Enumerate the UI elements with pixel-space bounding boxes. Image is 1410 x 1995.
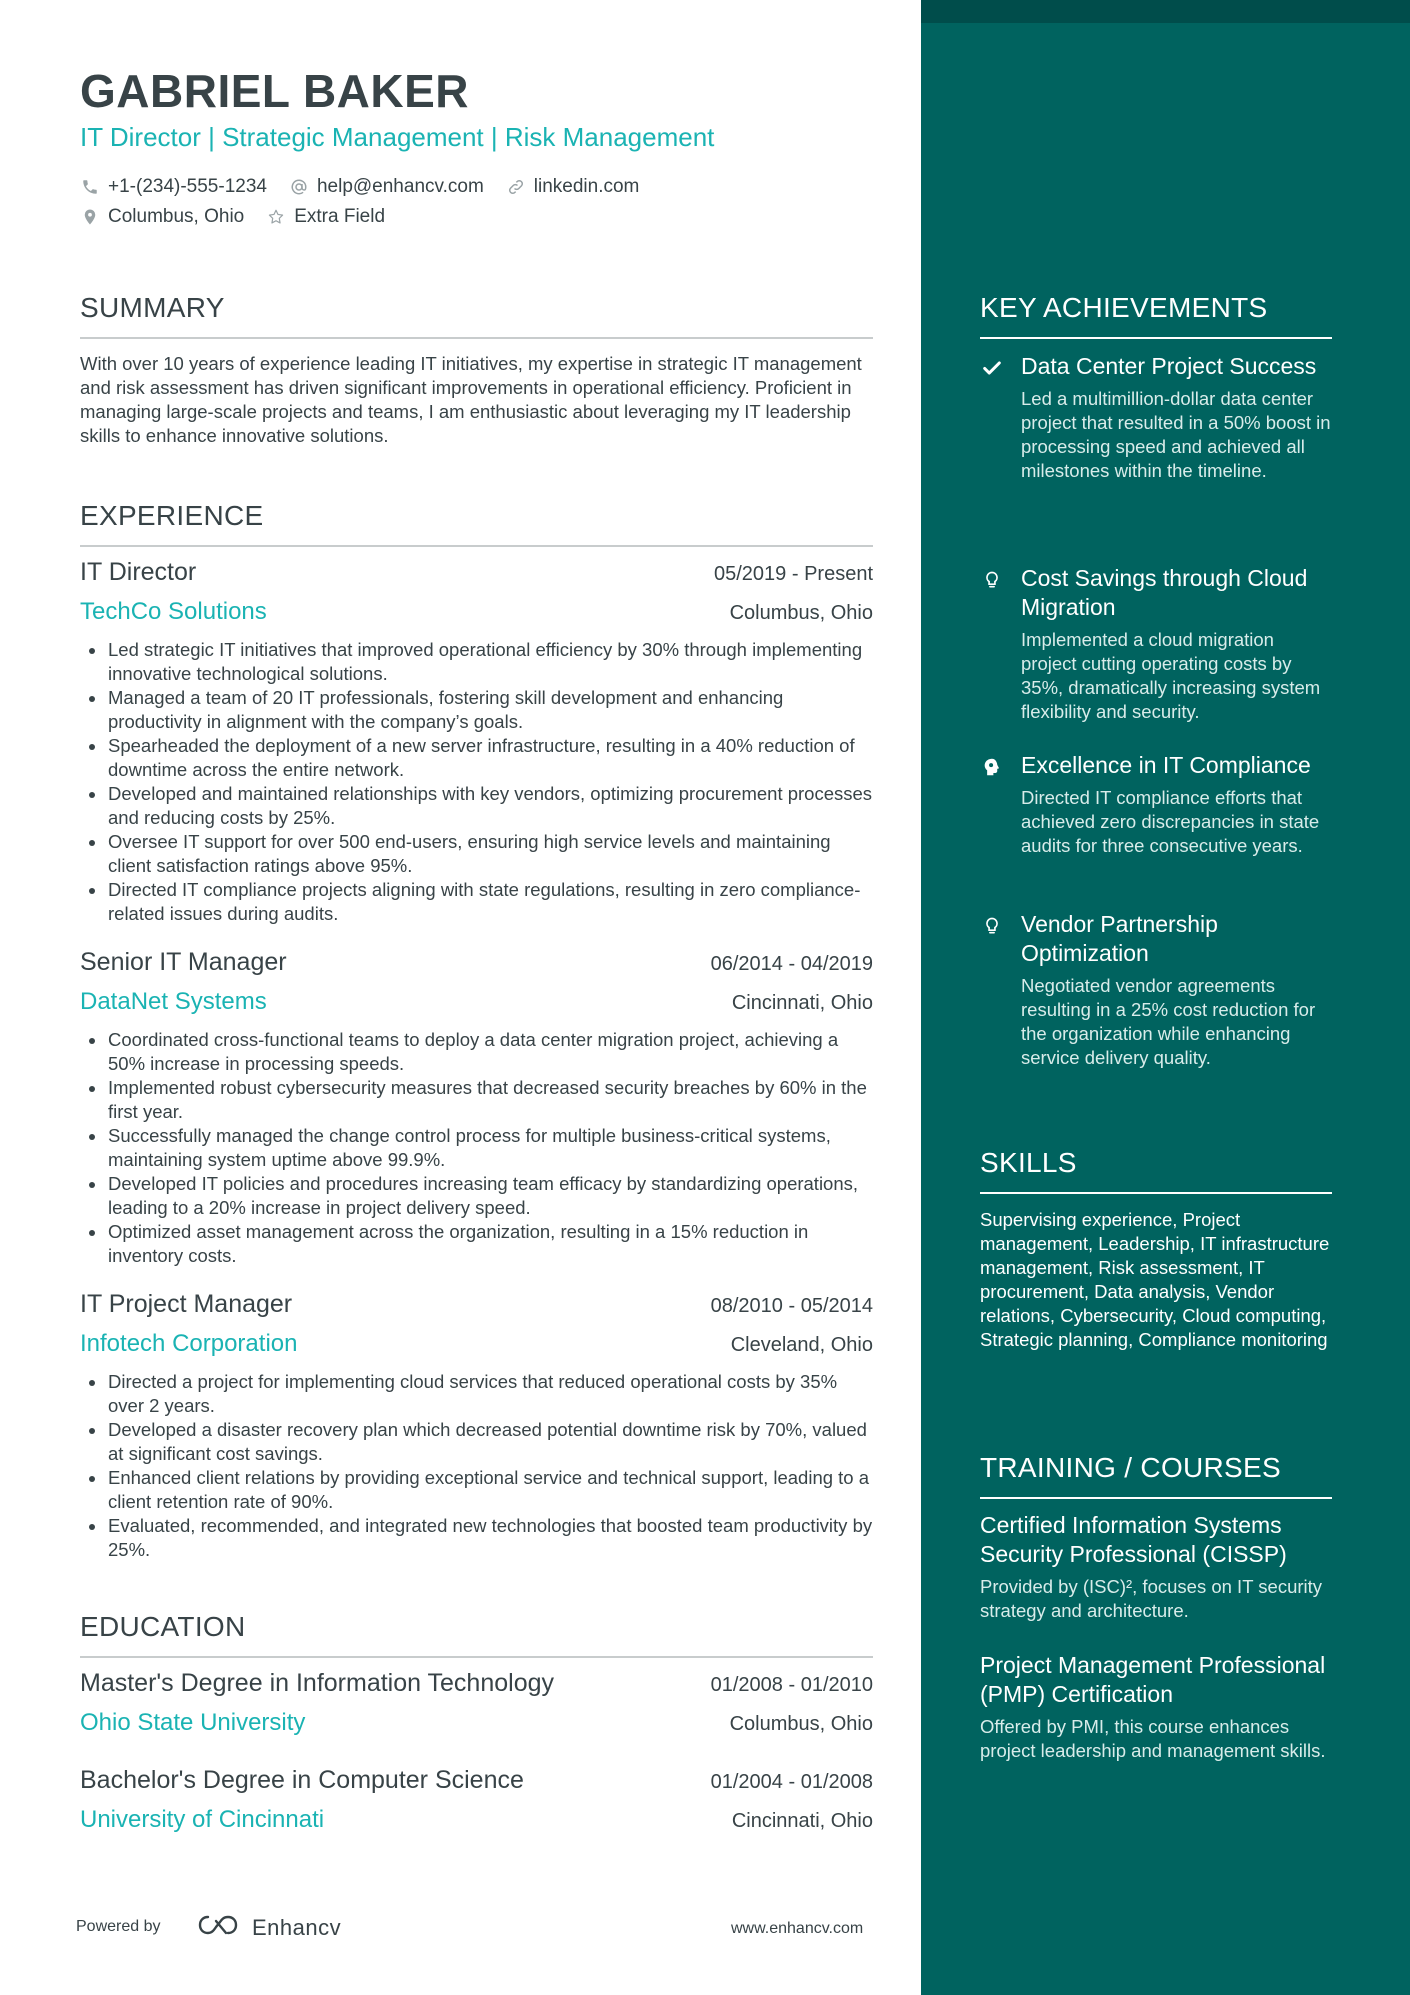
bullet-item: Spearheaded the deployment of a new server infrastructure, resulting in a 40% reduction of downtime across the entire network.: [80, 734, 873, 782]
summary-divider: [80, 337, 873, 339]
achievement-description: Negotiated vendor agreements resulting in a 25% cost reduction for the organization while enhancing service delivery quality.: [1021, 975, 1316, 1068]
education-heading: EDUCATION: [80, 1611, 246, 1642]
bullet-item: Optimized asset management across the organization, resulting in a 15% reduction in inventory costs.: [80, 1220, 873, 1268]
bullet-item: Developed and maintained relationships with key vendors, optimizing procurement processes and reducing costs by 25%.: [80, 782, 873, 830]
achievement-description: Directed IT compliance efforts that achieved zero discrepancies in state audits for three consecutive years.: [1021, 787, 1320, 856]
education-divider: [80, 1656, 873, 1658]
job-date: 06/2014 - 04/2019: [710, 953, 873, 975]
achievement-title: Excellence in IT Compliance: [1021, 752, 1311, 778]
degree-title: Bachelor's Degree in Computer Science: [80, 1766, 524, 1794]
contact-row: [80, 172, 880, 202]
achievement-title: Vendor Partnership Optimization: [1021, 911, 1218, 966]
contact-email: [289, 176, 484, 198]
candidate-headline: IT Director | Strategic Management | Risk Management: [80, 122, 715, 152]
job-location: Columbus, Ohio: [729, 602, 873, 624]
job-entry: [80, 1290, 873, 1562]
contact-extra: [266, 206, 385, 228]
job-entry: [80, 948, 873, 1268]
achievement-title: Cost Savings through Cloud Migration: [1021, 565, 1308, 620]
achievement-item: [980, 751, 1332, 858]
contact-info: [80, 172, 880, 232]
education-entry: [80, 1766, 873, 1844]
skills-heading: SKILLS: [980, 1147, 1077, 1178]
location-pin-icon: [80, 207, 100, 227]
education-entry: [80, 1669, 873, 1747]
footer-url-link[interactable]: www.enhancv.com: [731, 1920, 864, 1937]
sidebar-top-bar: [921, 0, 1410, 23]
location-text: Columbus, Ohio: [108, 206, 245, 227]
job-date: 08/2010 - 05/2014: [710, 1295, 873, 1317]
star-icon: [266, 207, 286, 227]
enhancv-logo-icon: [196, 1912, 244, 1944]
job-title: Senior IT Manager: [80, 948, 287, 976]
job-title: IT Director: [80, 558, 197, 586]
bullet-item: Coordinated cross-functional teams to deploy a data center migration project, achieving a 50% increase in processing speeds.: [80, 1028, 873, 1076]
sidebar-column: [921, 0, 1410, 1995]
job-date: 05/2019 - Present: [714, 563, 873, 585]
bullet-item: Oversee IT support for over 500 end-users, ensuring high service levels and maintaining client satisfaction ratings above 95%.: [80, 830, 873, 878]
achievement-item: [980, 564, 1332, 724]
course-title: Project Management Professional (PMP) Certification: [980, 1652, 1326, 1707]
bullet-item: Successfully managed the change control process for multiple business-critical systems, maintaining system uptime above 99.9%.: [80, 1124, 873, 1172]
lightbulb-icon: [980, 914, 1004, 938]
link-icon: [506, 177, 526, 197]
at-icon: [289, 177, 309, 197]
experience-heading: EXPERIENCE: [80, 500, 264, 531]
school-location: Columbus, Ohio: [729, 1713, 873, 1735]
brain-icon: [980, 755, 1004, 779]
contact-phone: [80, 176, 267, 198]
job-company: TechCo Solutions: [80, 598, 267, 625]
achievement-item: [980, 352, 1332, 483]
bullet-item: Developed IT policies and procedures increasing team efficacy by standardizing operations, leading to a 20% increase in project delivery speed.: [80, 1172, 873, 1220]
summary-heading: SUMMARY: [80, 292, 225, 323]
school-name: University of Cincinnati: [80, 1806, 325, 1833]
brand-name: Enhancv: [252, 1915, 342, 1940]
achievement-title: Data Center Project Success: [1021, 353, 1317, 379]
school-name: Ohio State University: [80, 1709, 306, 1736]
email-text: help@enhancv.com: [316, 176, 484, 197]
course-item: [980, 1651, 1332, 1763]
course-item: [980, 1511, 1332, 1623]
contact-row: [80, 202, 880, 232]
achievement-item: [980, 910, 1332, 1070]
bullet-item: Implemented robust cybersecurity measures that decreased security breaches by 60% in the first year.: [80, 1076, 873, 1124]
achievements-heading: KEY ACHIEVEMENTS: [980, 292, 1268, 323]
bullet-item: Evaluated, recommended, and integrated new technologies that boosted team productivity by 25%.: [80, 1514, 873, 1562]
job-company: DataNet Systems: [80, 988, 267, 1015]
job-location: Cincinnati, Ohio: [731, 992, 873, 1014]
course-description: Provided by (ISC)², focuses on IT security strategy and architecture.: [980, 1576, 1323, 1621]
training-divider: [980, 1497, 1332, 1499]
job-title: IT Project Manager: [80, 1290, 293, 1318]
training-heading: TRAINING / COURSES: [980, 1452, 1281, 1483]
brand-logo[interactable]: [196, 1912, 341, 1944]
job-bullets: [80, 1028, 873, 1268]
course-description: Offered by PMI, this course enhances project leadership and management skills.: [980, 1716, 1326, 1761]
education-date: 01/2004 - 01/2008: [710, 1771, 873, 1793]
job-bullets: [80, 638, 873, 926]
job-entry: [80, 558, 873, 926]
achievements-divider: [980, 337, 1332, 339]
bullet-item: Developed a disaster recovery plan which decreased potential downtime risk by 70%, valued at significant cost savings.: [80, 1418, 873, 1466]
school-location: Cincinnati, Ohio: [731, 1810, 873, 1832]
bullet-item: Led strategic IT initiatives that improved operational efficiency by 30% through implementing innovative technological solutions.: [80, 638, 873, 686]
contact-location: [80, 206, 244, 228]
candidate-name: GABRIEL BAKER: [80, 65, 470, 117]
summary-text: With over 10 years of experience leading IT initiatives, my expertise in strategic IT management and risk assessment has driven significant improvements in operational efficiency. Proficient in managing large-scale projects and teams, I am enthusiastic about leveraging my IT leadership skills to enhance innovative solutions.: [80, 353, 862, 446]
bullet-item: Enhanced client relations by providing exceptional service and technical support, leading to a client retention rate of 90%.: [80, 1466, 873, 1514]
check-icon: [980, 356, 1004, 380]
bullet-item: Directed IT compliance projects aligning with state regulations, resulting in zero compliance-related issues during audits.: [80, 878, 873, 926]
degree-title: Master's Degree in Information Technology: [80, 1669, 554, 1697]
education-date: 01/2008 - 01/2010: [710, 1674, 873, 1696]
job-location: Cleveland, Ohio: [730, 1334, 873, 1356]
phone-icon: [80, 177, 100, 197]
extra-text: Extra Field: [294, 206, 386, 227]
lightbulb-icon: [980, 568, 1004, 592]
experience-divider: [80, 545, 873, 547]
skills-divider: [980, 1192, 1332, 1194]
course-title: Certified Information Systems Security Professional (CISSP): [980, 1512, 1287, 1567]
achievement-description: Implemented a cloud migration project cutting operating costs by 35%, dramatically increasing system flexibility and security.: [1021, 629, 1321, 722]
skills-list: Supervising experience, Project management, Leadership, IT infrastructure management, Risk assessment, IT procurement, Data analysis, Vendor relations, Cybersecurity, Cloud computing, Strategic planning, Compliance monitoring: [980, 1209, 1330, 1350]
job-bullets: [80, 1370, 873, 1562]
phone-text: +1-(234)-555-1234: [108, 176, 267, 197]
job-company: Infotech Corporation: [80, 1330, 298, 1357]
bullet-item: Directed a project for implementing cloud services that reduced operational costs by 35% over 2 years.: [80, 1370, 873, 1418]
achievement-description: Led a multimillion-dollar data center project that resulted in a 50% boost in processing speed and achieved all milestones within the timeline.: [1021, 388, 1331, 481]
bullet-item: Managed a team of 20 IT professionals, fostering skill development and enhancing productivity in alignment with the company’s goals.: [80, 686, 873, 734]
powered-by-label: Powered by: [76, 1918, 161, 1935]
linkedin-text: linkedin.com: [533, 176, 640, 197]
contact-linkedin: [506, 176, 640, 198]
